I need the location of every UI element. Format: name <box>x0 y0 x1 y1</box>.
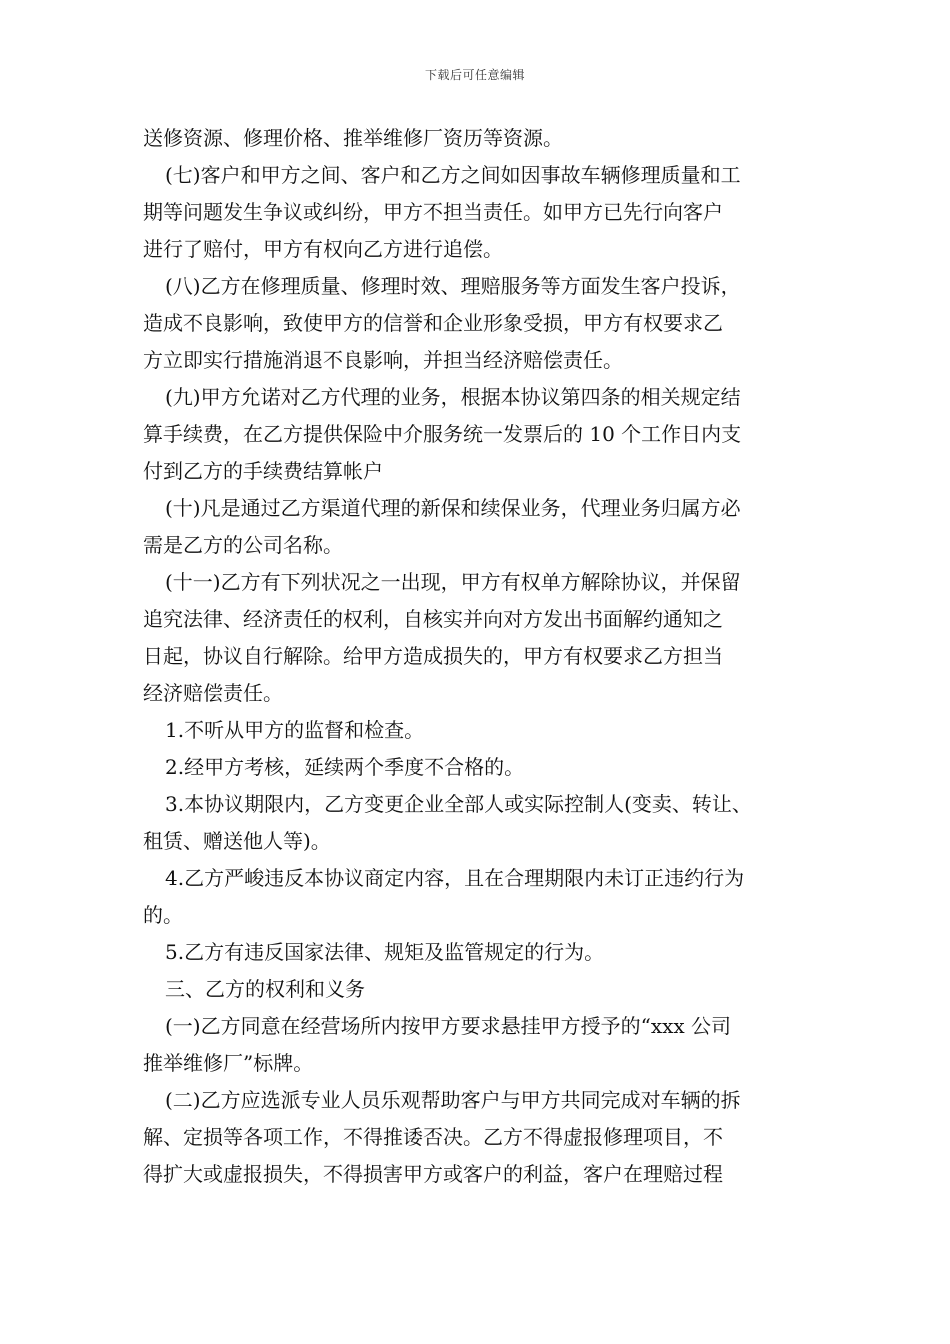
text-line: 需是乙方的公司名称。 <box>143 533 343 557</box>
page-header: 下载后可任意编辑 <box>424 68 525 82</box>
text-line: 日起，协议自行解除。给甲方造成损失的，甲方有权要求乙方担当 <box>143 644 723 668</box>
text-line: (七)客户和甲方之间、客户和乙方之间如因事故车辆修理质量和工 <box>165 163 741 187</box>
text-line: 期等问题发生争议或纠纷，甲方不担当责任。如甲方已先行向客户 <box>143 200 723 224</box>
text-line: 经济赔偿责任。 <box>143 681 283 705</box>
text-line: 的。 <box>143 903 183 927</box>
text-line: 2.经甲方考核，延续两个季度不合格的。 <box>165 755 525 779</box>
text-line: (十一)乙方有下列状况之一出现，甲方有权单方解除协议，并保留 <box>165 570 741 594</box>
text-line: 推举维修厂”标牌。 <box>143 1051 314 1075</box>
text-line: 造成不良影响，致使甲方的信誉和企业形象受损，甲方有权要求乙 <box>143 311 723 335</box>
text-line: 算手续费，在乙方提供保险中介服务统一发票后的 10 个工作日内支 <box>143 422 742 446</box>
text-line: (十)凡是通过乙方渠道代理的新保和续保业务，代理业务归属方必 <box>165 496 741 520</box>
text-line: (一)乙方同意在经营场所内按甲方要求悬挂甲方授予的“xxx 公司 <box>165 1014 732 1038</box>
text-line: 解、定损等各项工作，不得推诿否决。乙方不得虚报修理项目，不 <box>143 1125 723 1149</box>
text-line: (九)甲方允诺对乙方代理的业务，根据本协议第四条的相关规定结 <box>165 385 741 409</box>
text-line: 租赁、赠送他人等)。 <box>143 829 331 853</box>
text-line: 三、乙方的权利和义务 <box>165 977 365 1001</box>
body-text <box>143 120 815 1193</box>
text-line: 送修资源、修理价格、推举维修厂资历等资源。 <box>143 126 563 150</box>
text-line: 5.乙方有违反国家法律、规矩及监管规定的行为。 <box>165 940 605 964</box>
text-line: 进行了赔付，甲方有权向乙方进行追偿。 <box>143 237 503 261</box>
text-line: 追究法律、经济责任的权利，自核实并向对方发出书面解约通知之 <box>143 607 723 631</box>
text-line: 得扩大或虚报损失，不得损害甲方或客户的利益，客户在理赔过程 <box>143 1162 723 1186</box>
text-line: (八)乙方在修理质量、修理时效、理赔服务等方面发生客户投诉， <box>165 274 741 298</box>
text-line: 方立即实行措施消退不良影响，并担当经济赔偿责任。 <box>143 348 623 372</box>
text-line: (二)乙方应选派专业人员乐观帮助客户与甲方共同完成对车辆的拆 <box>165 1088 741 1112</box>
text-line: 付到乙方的手续费结算帐户 <box>143 459 383 483</box>
text-line: 1.不听从甲方的监督和检查。 <box>165 718 425 742</box>
text-line: 4.乙方严峻违反本协议商定内容，且在合理期限内未订正违约行为 <box>165 866 745 890</box>
text-line: 3.本协议期限内，乙方变更企业全部人或实际控制人(变卖、转让、 <box>165 792 752 816</box>
